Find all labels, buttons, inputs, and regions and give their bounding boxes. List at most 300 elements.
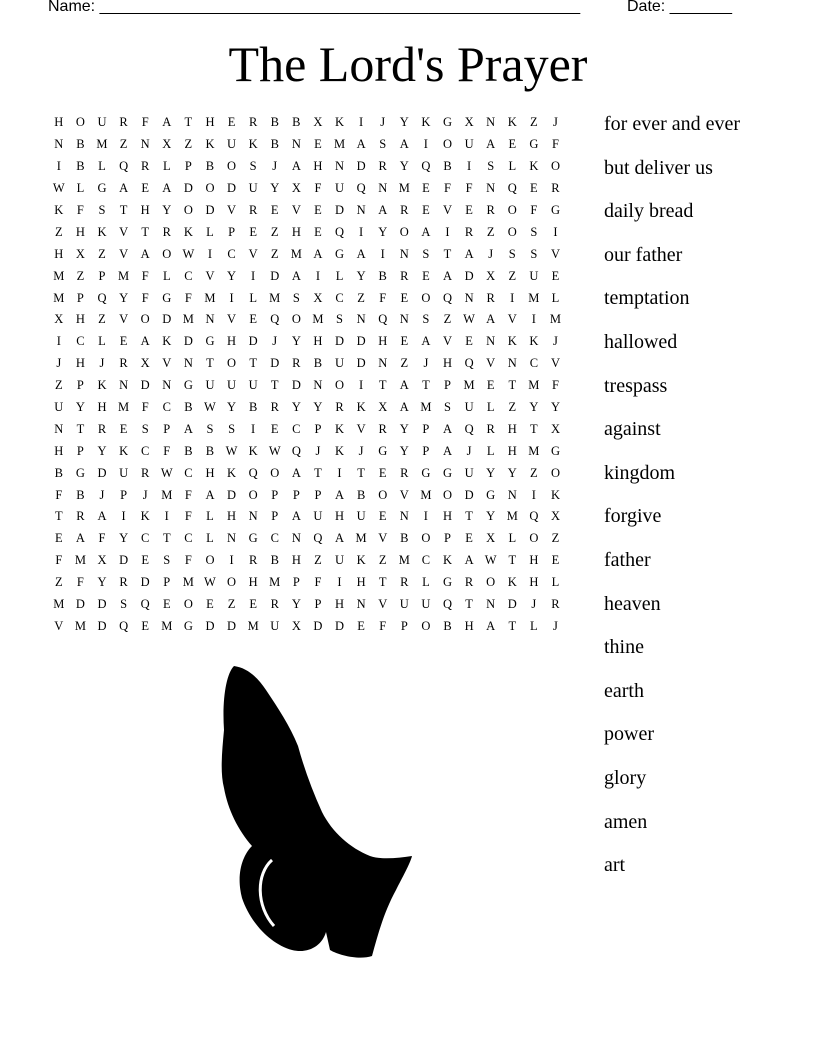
- grid-letter: R: [378, 421, 387, 436]
- grid-letter: H: [54, 246, 64, 261]
- grid-letter: M: [269, 290, 281, 305]
- grid-letter: L: [508, 159, 517, 174]
- grid-letter: E: [486, 378, 495, 393]
- grid-letter: Q: [356, 181, 366, 196]
- grid-letter: U: [529, 268, 539, 283]
- grid-letter: K: [335, 443, 345, 458]
- grid-letter: F: [314, 181, 322, 196]
- grid-letter: B: [270, 115, 279, 130]
- grid-letter: D: [356, 159, 366, 174]
- grid-letter: J: [553, 334, 558, 349]
- grid-letter: D: [205, 203, 215, 217]
- grid-letter: Y: [356, 268, 366, 283]
- grid-letter: K: [162, 334, 172, 349]
- grid-letter: I: [359, 378, 364, 393]
- grid-letter: A: [399, 400, 409, 415]
- grid-row: [48, 462, 588, 484]
- grid-letter: A: [464, 553, 474, 568]
- grid-letter: B: [443, 618, 452, 633]
- grid-letter: S: [487, 159, 495, 174]
- grid-letter: F: [379, 290, 387, 305]
- grid-letter: U: [227, 378, 237, 393]
- grid-letter: O: [442, 487, 452, 502]
- grid-letter: G: [442, 115, 452, 130]
- name-field-label: Name: ______________________________________________________: [48, 0, 581, 15]
- grid-letter: Y: [162, 203, 172, 217]
- grid-letter: Y: [75, 400, 85, 415]
- grid-letter: D: [140, 378, 150, 393]
- grid-letter: I: [207, 246, 213, 261]
- grid-letter: A: [486, 312, 496, 327]
- grid-letter: T: [206, 356, 214, 371]
- grid-letter: S: [206, 421, 214, 436]
- grid-letter: B: [292, 115, 301, 130]
- grid-letter: I: [445, 224, 450, 239]
- grid-letter: A: [291, 268, 301, 283]
- grid-letter: J: [272, 159, 278, 174]
- grid-letter: S: [228, 421, 236, 436]
- grid-letter: F: [551, 137, 559, 152]
- grid-letter: N: [399, 509, 409, 524]
- word-list-item: kingdom: [604, 461, 676, 484]
- grid-letter: E: [54, 531, 63, 546]
- grid-letter: H: [75, 356, 85, 371]
- grid-row: [48, 243, 588, 265]
- grid-letter: N: [507, 487, 517, 502]
- grid-letter: F: [184, 509, 192, 524]
- grid-letter: I: [531, 312, 536, 327]
- grid-row: [48, 178, 588, 200]
- grid-letter: P: [76, 378, 84, 393]
- grid-letter: N: [227, 531, 237, 546]
- grid-letter: U: [54, 400, 64, 415]
- grid-letter: V: [119, 312, 129, 327]
- grid-letter: Z: [508, 400, 517, 415]
- grid-letter: H: [140, 203, 150, 217]
- grid-letter: J: [358, 443, 364, 458]
- grid-letter: Y: [97, 443, 107, 458]
- grid-letter: E: [206, 597, 214, 612]
- grid-letter: C: [184, 531, 193, 546]
- grid-letter: Z: [98, 312, 106, 327]
- grid-letter: I: [251, 268, 256, 283]
- grid-letter: P: [228, 224, 236, 239]
- grid-letter: T: [508, 618, 517, 633]
- grid-letter: N: [378, 356, 388, 371]
- grid-letter: R: [270, 597, 279, 612]
- word-list-item: heaven: [604, 592, 661, 615]
- grid-letter: Q: [378, 312, 388, 327]
- grid-letter: W: [268, 443, 281, 458]
- grid-letter: N: [464, 290, 474, 305]
- grid-letter: T: [508, 378, 517, 393]
- grid-letter: K: [529, 159, 539, 174]
- grid-letter: P: [98, 268, 106, 283]
- grid-letter: R: [551, 181, 560, 196]
- grid-letter: K: [442, 553, 452, 568]
- grid-letter: V: [227, 203, 237, 217]
- word-list-item: temptation: [604, 287, 690, 310]
- grid-letter: C: [421, 553, 431, 568]
- grid-letter: E: [465, 531, 473, 546]
- grid-letter: R: [76, 509, 85, 524]
- grid-letter: E: [378, 465, 387, 480]
- grid-letter: N: [54, 137, 64, 152]
- grid-letter: T: [422, 378, 430, 393]
- grid-letter: S: [163, 553, 171, 568]
- grid-letter: W: [463, 312, 475, 327]
- grid-letter: S: [379, 137, 387, 152]
- grid-letter: J: [553, 618, 558, 633]
- grid-letter: S: [98, 203, 106, 217]
- grid-letter: P: [163, 575, 171, 590]
- word-list-item: art: [604, 854, 626, 877]
- grid-letter: M: [528, 290, 540, 305]
- grid-letter: N: [399, 246, 409, 261]
- grid-letter: O: [227, 575, 237, 590]
- grid-letter: K: [550, 487, 560, 502]
- grid-letter: A: [140, 334, 150, 349]
- grid-row: [48, 615, 588, 637]
- grid-letter: J: [315, 443, 321, 458]
- grid-letter: K: [97, 378, 107, 393]
- grid-letter: X: [464, 115, 474, 130]
- grid-letter: I: [56, 334, 61, 349]
- grid-letter: Y: [291, 400, 301, 415]
- grid-letter: B: [356, 487, 366, 502]
- grid-letter: C: [141, 531, 150, 546]
- grid-letter: Z: [54, 575, 63, 590]
- grid-letter: J: [466, 443, 472, 458]
- grid-letter: N: [291, 137, 301, 152]
- grid-letter: Z: [184, 137, 193, 152]
- grid-letter: F: [141, 290, 149, 305]
- grid-letter: E: [162, 597, 171, 612]
- grid-letter: D: [464, 487, 474, 502]
- date-field-label: Date: _______: [627, 0, 732, 15]
- grid-letter: Z: [530, 115, 538, 130]
- grid-letter: X: [140, 356, 150, 371]
- grid-letter: O: [399, 224, 409, 239]
- grid-letter: X: [162, 137, 172, 152]
- grid-letter: N: [119, 378, 129, 393]
- grid-letter: D: [162, 312, 172, 327]
- grid-letter: B: [378, 268, 387, 283]
- word-list-item: hallowed: [604, 330, 678, 353]
- grid-letter: L: [76, 181, 85, 196]
- grid-letter: V: [378, 597, 388, 612]
- grid-letter: I: [510, 290, 515, 305]
- grid-letter: U: [335, 356, 345, 371]
- grid-letter: D: [119, 553, 129, 568]
- grid-letter: V: [486, 356, 496, 371]
- grid-letter: T: [378, 378, 387, 393]
- grid-letter: B: [184, 400, 193, 415]
- grid-letter: S: [530, 246, 538, 261]
- grid-letter: A: [291, 465, 301, 480]
- grid-letter: H: [75, 224, 85, 239]
- grid-letter: Y: [291, 597, 301, 612]
- grid-letter: T: [465, 597, 473, 612]
- grid-letter: V: [442, 334, 452, 349]
- grid-letter: Q: [119, 159, 129, 174]
- letter-grid: [48, 112, 588, 637]
- grid-letter: A: [140, 246, 150, 261]
- grid-letter: B: [184, 443, 193, 458]
- grid-letter: V: [248, 246, 258, 261]
- grid-letter: H: [378, 334, 388, 349]
- grid-letter: H: [335, 509, 345, 524]
- grid-letter: R: [464, 224, 474, 239]
- grid-letter: E: [314, 137, 322, 152]
- grid-letter: M: [204, 290, 216, 305]
- grid-letter: L: [98, 334, 106, 349]
- grid-letter: S: [141, 421, 149, 436]
- grid-letter: A: [442, 268, 452, 283]
- grid-letter: E: [465, 203, 473, 217]
- grid-letter: B: [443, 159, 452, 174]
- grid-letter: K: [335, 421, 345, 436]
- grid-letter: Q: [313, 531, 323, 546]
- grid-letter: M: [506, 509, 518, 524]
- grid-letter: H: [97, 400, 107, 415]
- grid-letter: C: [76, 334, 85, 349]
- grid-row: [48, 331, 588, 353]
- grid-letter: A: [162, 115, 172, 130]
- grid-letter: P: [422, 421, 430, 436]
- grid-letter: X: [486, 268, 496, 283]
- grid-letter: P: [314, 597, 322, 612]
- grid-letter: X: [97, 553, 107, 568]
- word-list-item: our father: [604, 243, 683, 266]
- grid-letter: F: [141, 268, 149, 283]
- grid-letter: N: [183, 356, 193, 371]
- grid-letter: G: [183, 618, 193, 633]
- grid-letter: O: [378, 487, 388, 502]
- grid-letter: E: [119, 421, 128, 436]
- grid-letter: Z: [227, 597, 236, 612]
- grid-letter: P: [444, 378, 451, 393]
- grid-row: [48, 309, 588, 331]
- grid-letter: A: [378, 203, 388, 217]
- grid-letter: H: [442, 356, 452, 371]
- grid-letter: O: [421, 290, 431, 305]
- grid-letter: K: [421, 115, 431, 130]
- grid-letter: E: [378, 509, 387, 524]
- grid-letter: H: [227, 334, 237, 349]
- grid-letter: F: [55, 553, 63, 568]
- grid-letter: V: [378, 531, 388, 546]
- grid-letter: A: [442, 421, 452, 436]
- grid-letter: U: [248, 378, 258, 393]
- word-list-item: glory: [604, 766, 647, 789]
- grid-letter: D: [464, 268, 474, 283]
- grid-letter: D: [183, 334, 193, 349]
- grid-row: [48, 287, 588, 309]
- grid-letter: T: [119, 203, 128, 217]
- word-list-item: but deliver us: [604, 156, 713, 179]
- grid-letter: R: [270, 400, 279, 415]
- grid-row: [48, 265, 588, 287]
- grid-row: [48, 353, 588, 375]
- grid-letter: E: [357, 618, 365, 633]
- grid-letter: B: [313, 356, 323, 371]
- grid-letter: E: [270, 203, 279, 217]
- grid-letter: A: [399, 137, 409, 152]
- grid-letter: E: [141, 181, 149, 196]
- grid-letter: W: [52, 181, 65, 196]
- grid-letter: M: [161, 618, 173, 633]
- grid-letter: M: [420, 487, 432, 502]
- grid-row: [48, 418, 588, 440]
- grid-letter: Q: [119, 618, 129, 633]
- grid-letter: V: [356, 421, 366, 436]
- grid-letter: R: [400, 465, 409, 480]
- grid-letter: V: [550, 356, 560, 371]
- grid-letter: I: [315, 268, 320, 283]
- grid-letter: T: [76, 421, 85, 436]
- grid-letter: K: [507, 115, 517, 130]
- grid-letter: V: [162, 356, 172, 371]
- grid-letter: H: [75, 312, 85, 327]
- grid-letter: A: [421, 334, 431, 349]
- grid-letter: V: [54, 618, 64, 633]
- grid-letter: H: [313, 159, 323, 174]
- grid-letter: I: [531, 487, 536, 502]
- grid-letter: Q: [140, 597, 150, 612]
- word-list-item: power: [604, 723, 654, 746]
- grid-letter: Z: [378, 553, 387, 568]
- grid-letter: E: [314, 203, 322, 217]
- grid-letter: R: [248, 203, 258, 217]
- grid-letter: M: [74, 618, 86, 633]
- grid-letter: D: [140, 575, 150, 590]
- grid-letter: T: [508, 553, 517, 568]
- grid-letter: F: [184, 487, 192, 502]
- grid-letter: L: [162, 268, 171, 283]
- grid-letter: D: [227, 618, 237, 633]
- grid-letter: W: [182, 246, 195, 261]
- grid-letter: Z: [98, 246, 106, 261]
- grid-letter: D: [227, 181, 237, 196]
- grid-letter: F: [314, 575, 322, 590]
- grid-letter: A: [291, 159, 301, 174]
- grid-letter: A: [162, 181, 172, 196]
- word-list-item: against: [604, 418, 661, 441]
- grid-letter: P: [76, 290, 84, 305]
- grid-letter: P: [271, 509, 279, 524]
- grid-letter: M: [528, 378, 540, 393]
- grid-letter: D: [313, 618, 323, 633]
- grid-letter: F: [163, 443, 171, 458]
- grid-letter: A: [335, 487, 345, 502]
- grid-letter: U: [335, 553, 345, 568]
- grid-letter: R: [141, 159, 150, 174]
- praying-hands-icon: [212, 660, 422, 960]
- grid-letter: Z: [357, 290, 365, 305]
- grid-letter: G: [97, 181, 107, 196]
- grid-letter: M: [290, 246, 302, 261]
- grid-letter: Y: [399, 159, 409, 174]
- grid-letter: E: [465, 334, 473, 349]
- grid-letter: E: [249, 597, 257, 612]
- grid-letter: Y: [529, 400, 539, 415]
- grid-letter: U: [335, 181, 345, 196]
- grid-letter: G: [442, 575, 452, 590]
- grid-letter: M: [53, 268, 65, 283]
- grid-letter: G: [162, 290, 172, 305]
- grid-letter: T: [314, 465, 322, 480]
- grid-letter: X: [378, 400, 388, 415]
- grid-letter: E: [400, 290, 409, 305]
- grid-letter: U: [356, 509, 366, 524]
- grid-letter: D: [335, 618, 345, 633]
- grid-letter: O: [183, 597, 193, 612]
- grid-row: [48, 440, 588, 462]
- grid-letter: T: [465, 509, 473, 524]
- grid-letter: B: [76, 487, 85, 502]
- grid-letter: B: [76, 137, 85, 152]
- grid-letter: T: [378, 575, 387, 590]
- grid-letter: K: [183, 224, 193, 239]
- grid-letter: I: [553, 224, 558, 239]
- grid-letter: J: [99, 487, 105, 502]
- grid-letter: Y: [313, 400, 323, 415]
- grid-letter: T: [530, 421, 538, 436]
- grid-letter: M: [118, 268, 130, 283]
- grid-letter: V: [550, 246, 560, 261]
- grid-letter: D: [270, 268, 280, 283]
- grid-letter: P: [422, 443, 430, 458]
- grid-letter: L: [162, 159, 171, 174]
- grid-letter: D: [507, 597, 517, 612]
- grid-letter: H: [205, 465, 215, 480]
- grid-letter: G: [550, 203, 560, 217]
- grid-letter: N: [486, 334, 496, 349]
- grid-letter: F: [141, 115, 149, 130]
- grid-letter: W: [204, 400, 216, 415]
- grid-letter: F: [530, 203, 538, 217]
- grid-letter: M: [118, 400, 130, 415]
- grid-letter: G: [529, 137, 539, 152]
- grid-letter: V: [291, 203, 301, 217]
- grid-letter: C: [184, 268, 193, 283]
- grid-letter: S: [530, 224, 538, 239]
- grid-letter: M: [398, 181, 410, 196]
- grid-letter: G: [550, 443, 560, 458]
- grid-letter: M: [247, 618, 259, 633]
- grid-letter: N: [335, 159, 345, 174]
- word-list-item: earth: [604, 679, 644, 702]
- grid-letter: K: [54, 203, 64, 217]
- grid-letter: N: [313, 378, 323, 393]
- grid-letter: S: [444, 400, 451, 415]
- grid-letter: H: [248, 575, 258, 590]
- grid-letter: U: [464, 400, 474, 415]
- word-list-item: father: [604, 548, 651, 571]
- grid-letter: D: [205, 618, 215, 633]
- grid-letter: O: [248, 487, 258, 502]
- grid-letter: E: [227, 115, 236, 130]
- grid-letter: X: [54, 312, 64, 327]
- grid-letter: G: [183, 378, 193, 393]
- grid-letter: A: [399, 378, 409, 393]
- grid-letter: Y: [550, 400, 560, 415]
- grid-letter: O: [227, 356, 237, 371]
- grid-letter: K: [97, 224, 107, 239]
- grid-letter: H: [313, 334, 323, 349]
- grid-letter: T: [443, 246, 452, 261]
